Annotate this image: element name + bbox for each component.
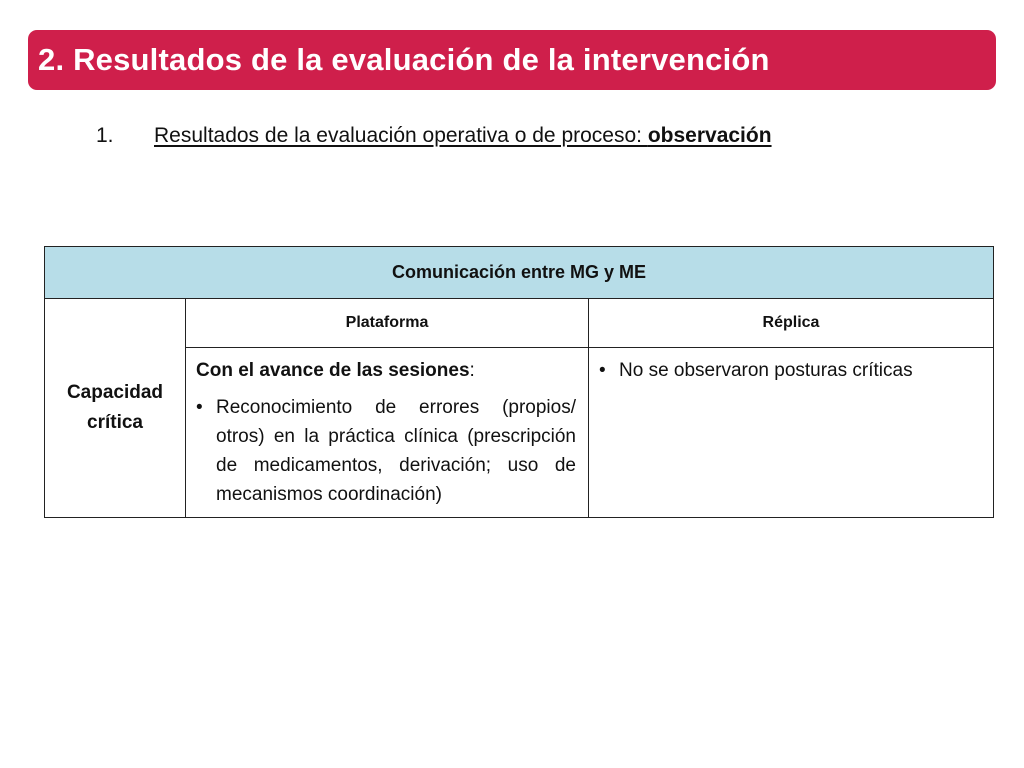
row-label-line1: Capacidad [66,382,164,403]
observation-table [44,246,994,518]
plataforma-item-text: Reconocimiento de errores (propios/ otros) en la práctica clínica (prescripción de medicamentos, derivación; uso de mecanismos coordinación) [216,397,576,505]
plataforma-lead-colon: : [469,360,475,381]
row-label-line2: crítica [87,412,143,433]
replica-item-text: No se observaron posturas críticas [619,360,913,381]
replica-cell [589,348,994,518]
plataforma-cell [186,348,589,518]
bullet-icon: • [599,360,606,381]
plataforma-bullet-item [196,393,576,509]
column-header-plataforma: Plataforma [186,299,589,348]
bullet-icon: • [196,397,203,418]
column-header-replica: Réplica [589,299,994,348]
subtitle-text-wrap [154,124,772,147]
slide-title-bar [28,30,996,90]
row-label-cell [45,299,186,518]
plataforma-lead-text: Con el avance de las sesiones [196,360,470,381]
plataforma-lead [196,356,576,385]
subtitle-bold: observación [647,124,772,147]
subtitle-number: 1. [96,124,114,147]
replica-bullet-item [599,356,983,385]
subtitle-text: Resultados de la evaluación operativa o de proceso: [154,124,648,147]
section-subtitle [96,124,772,148]
table-title: Comunicación entre MG y ME [45,247,994,299]
slide-title: 2. Resultados de la evaluación de la intervención [38,42,770,77]
